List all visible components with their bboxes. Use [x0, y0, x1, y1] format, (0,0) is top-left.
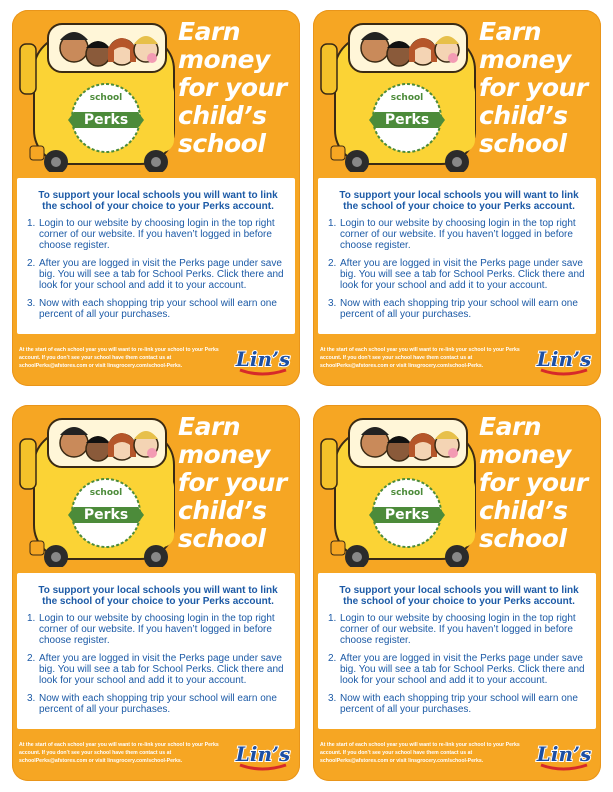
- school-bus-illustration: [16, 409, 181, 567]
- school-bus-illustration: [317, 14, 482, 172]
- lins-logo: [533, 342, 595, 378]
- step-item: [328, 218, 588, 251]
- school-bus-illustration: [16, 14, 181, 172]
- step-text: After you are logged in visit the Perks page under save big. You will see a tab for School Perks. Click there and look for your school and add it to your account.: [340, 653, 585, 686]
- steps-list: [318, 613, 596, 715]
- step-text: Login to our website by choosing login in the top right corner of our website. If you haven’t logged in before choose register.: [340, 613, 576, 646]
- step-text: Login to our website by choosing login in the top right corner of our website. If you haven’t logged in before choose register.: [340, 218, 576, 251]
- step-item: [27, 298, 287, 320]
- step-number: 2.: [328, 653, 337, 664]
- svg-text:school: school: [89, 488, 123, 498]
- school-bus-illustration: [317, 409, 482, 567]
- headline-line: for your: [178, 468, 287, 497]
- headline-line: Earn: [178, 412, 241, 441]
- step-number: 2.: [27, 258, 36, 269]
- headline-line: school: [178, 524, 266, 553]
- step-number: 1.: [328, 613, 337, 624]
- intro-text: To support your local schools you will want to link the school of your choice to your Perks account.: [339, 585, 579, 607]
- footer-note: At the start of each school year you will want to re-link your school to your Perks account. If you don’t see your school have them contact us at schoolPerks@afstores.com or visit linsgrocery.com/school-Perks.: [19, 347, 219, 369]
- step-item: [27, 653, 287, 686]
- svg-text:Perks: Perks: [384, 507, 430, 523]
- svg-text:Lin’s: Lin’s: [536, 742, 592, 766]
- step-text: Now with each shopping trip your school will earn one percent of all your purchases.: [340, 693, 578, 715]
- step-text: After you are logged in visit the Perks page under save big. You will see a tab for School Perks. Click there and look for your school and add it to your account.: [39, 258, 284, 291]
- headline: [479, 18, 597, 158]
- intro-text: To support your local schools you will want to link the school of your choice to your Perks account.: [38, 585, 278, 607]
- step-number: 2.: [328, 258, 337, 269]
- step-number: 3.: [27, 693, 36, 704]
- headline-line: school: [479, 129, 567, 158]
- svg-text:Lin’s: Lin’s: [536, 347, 592, 371]
- step-item: [328, 258, 588, 291]
- step-text: Login to our website by choosing login in the top right corner of our website. If you haven’t logged in before choose register.: [39, 218, 275, 251]
- headline-line: money: [178, 45, 270, 74]
- step-item: [328, 693, 588, 715]
- footer-note: At the start of each school year you will want to re-link your school to your Perks account. If you don’t see your school have them contact us at schoolPerks@afstores.com or visit linsgrocery.com/school-Perks.: [320, 347, 520, 369]
- steps-list: [17, 613, 295, 715]
- headline: [479, 413, 597, 553]
- flyer-card: [12, 10, 300, 386]
- svg-text:school: school: [89, 93, 123, 103]
- instructions-panel: [17, 178, 295, 334]
- headline-line: child’s: [479, 101, 568, 130]
- headline-line: Earn: [178, 17, 241, 46]
- lins-logo: [232, 737, 294, 773]
- svg-text:Perks: Perks: [83, 112, 129, 128]
- step-item: [27, 693, 287, 715]
- lins-logo: [232, 342, 294, 378]
- step-number: 3.: [328, 693, 337, 704]
- headline-line: money: [178, 440, 270, 469]
- svg-text:Perks: Perks: [83, 507, 129, 523]
- step-text: Now with each shopping trip your school will earn one percent of all your purchases.: [39, 298, 277, 320]
- step-item: [328, 613, 588, 646]
- headline-line: child’s: [178, 496, 267, 525]
- step-number: 1.: [328, 218, 337, 229]
- headline: [178, 413, 296, 553]
- flyer-card: [313, 10, 601, 386]
- flyer-card: [313, 405, 601, 781]
- headline-line: money: [479, 45, 571, 74]
- footer-note: At the start of each school year you will want to re-link your school to your Perks account. If you don’t see your school have them contact us at schoolPerks@afstores.com or visit linsgrocery.com/school-Perks.: [320, 742, 520, 764]
- steps-list: [318, 218, 596, 320]
- step-number: 1.: [27, 613, 36, 624]
- intro-text: To support your local schools you will want to link the school of your choice to your Perks account.: [339, 190, 579, 212]
- instructions-panel: [318, 178, 596, 334]
- svg-text:Perks: Perks: [384, 112, 430, 128]
- step-number: 2.: [27, 653, 36, 664]
- step-number: 3.: [328, 298, 337, 309]
- step-number: 1.: [27, 218, 36, 229]
- lins-logo: [533, 737, 595, 773]
- step-text: After you are logged in visit the Perks page under save big. You will see a tab for School Perks. Click there and look for your school and add it to your account.: [340, 258, 585, 291]
- step-item: [328, 298, 588, 320]
- headline-line: for your: [178, 73, 287, 102]
- flyer-card: [12, 405, 300, 781]
- headline-line: school: [479, 524, 567, 553]
- step-number: 3.: [27, 298, 36, 309]
- step-text: Now with each shopping trip your school will earn one percent of all your purchases.: [39, 693, 277, 715]
- step-item: [27, 258, 287, 291]
- step-item: [27, 613, 287, 646]
- instructions-panel: [318, 573, 596, 729]
- footer-note: At the start of each school year you will want to re-link your school to your Perks account. If you don’t see your school have them contact us at schoolPerks@afstores.com or visit linsgrocery.com/school-Perks.: [19, 742, 219, 764]
- instructions-panel: [17, 573, 295, 729]
- svg-text:Lin’s: Lin’s: [235, 742, 291, 766]
- headline-line: Earn: [479, 412, 542, 441]
- svg-text:school: school: [390, 488, 424, 498]
- step-item: [27, 218, 287, 251]
- step-text: Login to our website by choosing login in the top right corner of our website. If you haven’t logged in before choose register.: [39, 613, 275, 646]
- headline-line: for your: [479, 73, 588, 102]
- svg-text:Lin’s: Lin’s: [235, 347, 291, 371]
- headline-line: child’s: [178, 101, 267, 130]
- headline-line: money: [479, 440, 571, 469]
- intro-text: To support your local schools you will want to link the school of your choice to your Perks account.: [38, 190, 278, 212]
- headline-line: Earn: [479, 17, 542, 46]
- headline-line: child’s: [479, 496, 568, 525]
- step-item: [328, 653, 588, 686]
- svg-text:school: school: [390, 93, 424, 103]
- headline-line: for your: [479, 468, 588, 497]
- headline-line: school: [178, 129, 266, 158]
- steps-list: [17, 218, 295, 320]
- headline: [178, 18, 296, 158]
- step-text: After you are logged in visit the Perks page under save big. You will see a tab for School Perks. Click there and look for your school and add it to your account.: [39, 653, 284, 686]
- step-text: Now with each shopping trip your school will earn one percent of all your purchases.: [340, 298, 578, 320]
